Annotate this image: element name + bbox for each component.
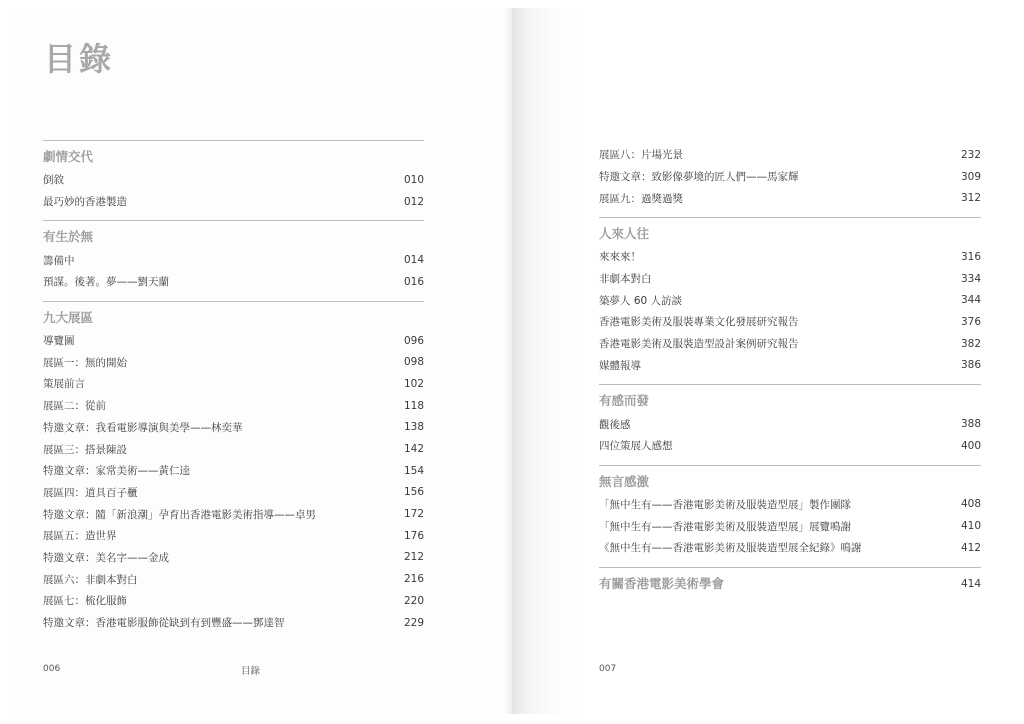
entry-page: 176 <box>403 529 424 542</box>
toc-entry[interactable] <box>43 612 424 634</box>
entry-page: 220 <box>403 594 424 607</box>
toc-entry[interactable] <box>599 311 981 333</box>
toc-section <box>599 567 981 594</box>
entry-label: 非劇本對白 <box>599 273 652 286</box>
toc-entry[interactable] <box>43 547 424 569</box>
entry-label: 特邀文章：美名字——金成 <box>43 551 169 564</box>
toc-entry[interactable] <box>43 169 424 191</box>
section-title: 劇情交代 <box>43 149 94 164</box>
entry-label: 香港電影美術及服裝專業文化發展研究報告 <box>599 316 799 329</box>
page-number-right: 007 <box>599 664 617 674</box>
toc-entry[interactable] <box>599 333 981 355</box>
entry-label: 築夢人 60 人訪談 <box>599 294 683 307</box>
entry-page: 212 <box>403 551 424 564</box>
toc-entry[interactable] <box>599 187 981 209</box>
entry-page: 216 <box>403 573 424 586</box>
entry-label: 展區一：無的開始 <box>43 356 127 369</box>
entry-label: 籌備中 <box>43 254 75 267</box>
toc-entry[interactable] <box>43 525 424 547</box>
toc-entry[interactable] <box>43 395 424 417</box>
toc-left-column <box>43 140 424 641</box>
entry-page: 010 <box>403 173 424 186</box>
entry-label: 《無中生有——香港電影美術及服裝造型展全紀錄》鳴謝 <box>599 542 862 555</box>
toc-entry[interactable] <box>599 144 981 166</box>
entry-page: 382 <box>960 337 981 350</box>
toc-entry[interactable] <box>599 574 981 594</box>
entry-page: 142 <box>403 443 424 456</box>
page-number-left: 006 <box>43 664 61 674</box>
entry-page: 102 <box>403 377 424 390</box>
entry-label: 展區六：非劇本對白 <box>43 573 138 586</box>
toc-section <box>43 301 424 634</box>
section-title: 人來人往 <box>599 226 650 242</box>
entry-label: 特邀文章：我看電影導演與美學——林奕華 <box>43 421 243 434</box>
entry-page: 334 <box>960 272 981 285</box>
toc-section <box>43 140 424 212</box>
entry-label: 媒體報導 <box>599 359 641 372</box>
entry-label: 策展前言 <box>43 378 85 391</box>
toc-section <box>599 144 981 209</box>
toc-entry[interactable] <box>599 537 981 559</box>
entry-page: 344 <box>960 294 981 307</box>
entry-label: 展區五：造世界 <box>43 530 117 543</box>
toc-entry[interactable] <box>43 568 424 590</box>
toc-section <box>43 220 424 292</box>
toc-entry[interactable] <box>599 268 981 290</box>
entry-label: 特邀文章：家常美術——黃仁逵 <box>43 465 190 478</box>
entry-label: 展區七：梳化服飾 <box>43 595 127 608</box>
toc-entry[interactable] <box>43 373 424 395</box>
running-head: 目錄 <box>241 666 261 677</box>
entry-label: 最巧妙的香港製造 <box>43 196 127 209</box>
entry-page: 400 <box>960 439 981 452</box>
entry-page: 376 <box>960 315 981 328</box>
toc-entry[interactable] <box>43 460 424 482</box>
toc-entry[interactable] <box>599 166 981 188</box>
entry-label: 「無中生有——香港電影美術及服裝造型展」展覽鳴謝 <box>599 520 851 533</box>
toc-entry[interactable] <box>43 330 424 352</box>
entry-label: 展區四：道具百子櫃 <box>43 486 138 499</box>
entry-label: 「無中生有——香港電影美術及服裝造型展」製作團隊 <box>599 498 851 511</box>
entry-label: 特邀文章：香港電影服飾從缺到有到豐盛——鄧達智 <box>43 617 285 630</box>
toc-right-column <box>599 144 981 602</box>
toc-entry[interactable] <box>599 435 981 457</box>
section-title: 有關香港電影美術學會 <box>599 575 725 591</box>
toc-section <box>599 384 981 456</box>
entry-page: 014 <box>403 254 424 267</box>
page-title: 目錄 <box>44 40 115 78</box>
toc-section <box>599 217 981 376</box>
entry-page: 412 <box>960 541 981 554</box>
entry-page: 229 <box>403 616 424 629</box>
toc-entry[interactable] <box>43 271 424 293</box>
entry-label: 預謀。後著。夢——劉天蘭 <box>43 276 169 289</box>
entry-page: 172 <box>403 508 424 521</box>
entry-page: 012 <box>403 195 424 208</box>
entry-label: 展區九：過獎過獎 <box>599 192 683 205</box>
entry-label: 特邀文章：隨「新浪潮」孕育出香港電影美術指導——卓男 <box>43 508 316 521</box>
entry-page: 309 <box>960 170 981 183</box>
entry-page: 098 <box>403 356 424 369</box>
entry-page: 312 <box>960 192 981 205</box>
gutter <box>504 8 512 714</box>
entry-page: 386 <box>960 359 981 372</box>
toc-entry[interactable] <box>599 246 981 268</box>
toc-entry[interactable] <box>43 438 424 460</box>
toc-entry[interactable] <box>599 289 981 311</box>
toc-entry[interactable] <box>43 590 424 612</box>
entry-page: 316 <box>960 250 981 263</box>
entry-label: 展區三：搭景陳設 <box>43 443 127 456</box>
entry-label: 香港電影美術及服裝造型設計案例研究報告 <box>599 338 799 351</box>
toc-entry[interactable] <box>43 503 424 525</box>
section-title: 有感而發 <box>599 393 650 409</box>
section-title: 無言感激 <box>599 473 650 489</box>
toc-entry[interactable] <box>599 413 981 435</box>
entry-page: 138 <box>403 421 424 434</box>
toc-entry[interactable] <box>599 355 981 377</box>
entry-page: 154 <box>403 464 424 477</box>
entry-label: 四位策展人感想 <box>599 440 673 453</box>
entry-page: 016 <box>403 275 424 288</box>
toc-entry[interactable] <box>599 515 981 537</box>
section-title: 九大展區 <box>43 309 94 325</box>
toc-entry[interactable] <box>43 417 424 439</box>
entry-label: 倒敘 <box>43 174 64 187</box>
toc-entry[interactable] <box>43 249 424 271</box>
entry-label: 特邀文章：致影像夢境的匠人們——馬家輝 <box>599 171 799 184</box>
entry-label: 來來來！ <box>599 251 641 264</box>
entry-page: 414 <box>960 577 981 590</box>
entry-page: 388 <box>960 418 981 431</box>
entry-page: 096 <box>403 334 424 347</box>
section-title: 有生於無 <box>43 229 94 245</box>
entry-page: 118 <box>403 399 424 412</box>
entry-page: 410 <box>960 520 981 533</box>
toc-entry[interactable] <box>43 351 424 373</box>
entry-label: 觀後感 <box>599 418 631 431</box>
toc-entry[interactable] <box>43 482 424 504</box>
entry-page: 232 <box>960 148 981 161</box>
toc-entry[interactable] <box>599 494 981 516</box>
toc-section <box>599 465 981 559</box>
toc-entry[interactable] <box>43 191 424 213</box>
entry-page: 408 <box>960 498 981 511</box>
entry-label: 導覽圖 <box>43 335 75 348</box>
entry-label: 展區八：片場光景 <box>599 149 683 162</box>
entry-page: 156 <box>403 486 424 499</box>
entry-label: 展區二：從前 <box>43 400 106 413</box>
